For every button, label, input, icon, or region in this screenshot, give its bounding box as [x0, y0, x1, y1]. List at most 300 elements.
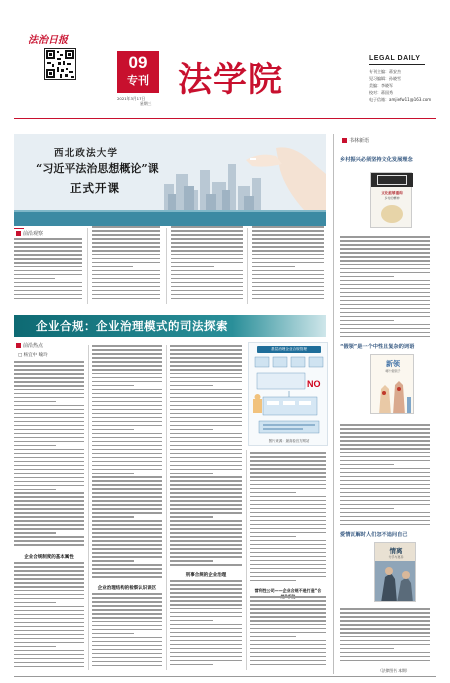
text-line [170, 357, 242, 359]
text-line [14, 622, 84, 624]
text-line [252, 254, 324, 256]
text-line [92, 413, 162, 415]
text-line [92, 230, 160, 232]
text-line [14, 566, 84, 568]
text-line [92, 637, 162, 639]
text-line [92, 476, 162, 478]
masthead [0, 0, 450, 122]
text-line [250, 640, 326, 642]
text-line [14, 658, 84, 660]
text-line [92, 504, 162, 506]
text-line [92, 532, 162, 534]
diagram-title: 基层治理企业合规管理 [257, 346, 321, 353]
text-line [250, 496, 326, 498]
text-line [92, 417, 162, 419]
text-line [92, 617, 162, 619]
text-line [14, 429, 84, 431]
text-line [92, 385, 134, 387]
text-line [170, 524, 242, 526]
text-line [340, 260, 430, 262]
text-line [14, 286, 82, 288]
text-line [92, 445, 162, 447]
text-line [170, 580, 242, 582]
text-line [170, 640, 242, 642]
text-line [14, 646, 56, 648]
text-line [250, 492, 296, 494]
text-line [250, 548, 326, 550]
text-line [170, 660, 242, 662]
column-tag-hot: 前沿热点 [16, 342, 43, 349]
text-line [92, 564, 162, 566]
text-line [14, 618, 84, 620]
text-line [92, 625, 162, 627]
text-line [340, 256, 430, 258]
text-line [14, 254, 82, 256]
text-line [14, 397, 84, 399]
text-line [250, 632, 326, 634]
text-line [92, 609, 162, 611]
text-line [14, 614, 84, 616]
text-line [92, 653, 162, 655]
text-line [92, 516, 134, 518]
text-line [170, 345, 242, 347]
text-line [14, 540, 84, 542]
text-line [92, 520, 162, 522]
text-line [14, 496, 84, 498]
text-line [170, 473, 213, 475]
text-line [14, 262, 82, 264]
article-column [14, 562, 84, 670]
text-line [170, 457, 242, 459]
text-line [171, 246, 243, 248]
issue-date: 2021年3月17日 [117, 96, 146, 101]
text-line [170, 504, 242, 506]
text-line [92, 465, 162, 467]
text-line [92, 629, 162, 631]
text-line [170, 484, 242, 486]
text-line [250, 660, 326, 662]
text-line [92, 496, 162, 498]
text-line [92, 349, 162, 351]
text-line [14, 457, 84, 459]
text-line [14, 373, 84, 375]
text-line [340, 332, 430, 334]
text-line [170, 612, 242, 614]
text-line [170, 441, 242, 443]
text-line [170, 500, 242, 502]
text-line [92, 488, 162, 490]
legal-daily-label: LEGAL DAILY [369, 55, 421, 62]
text-line [170, 349, 242, 351]
headline-bar [14, 315, 326, 337]
byline: □ 杨宜中 喻玲 [18, 353, 48, 358]
article-column [92, 226, 160, 302]
compliance-diagram [248, 342, 328, 446]
text-line [171, 270, 243, 272]
text-line [340, 452, 430, 454]
text-line [14, 389, 84, 391]
text-line [340, 336, 430, 338]
text-line [340, 660, 430, 662]
text-line [92, 361, 162, 363]
text-line [250, 540, 326, 542]
text-line [92, 645, 162, 647]
text-line [92, 536, 162, 538]
text-line [171, 254, 243, 256]
text-line [250, 564, 326, 566]
text-line [14, 590, 84, 592]
text-line [14, 274, 82, 276]
text-line [340, 624, 430, 626]
text-line [92, 397, 162, 399]
issue-number: 09 [128, 53, 148, 72]
text-line [14, 532, 56, 534]
subhead: 企业合规制度的基本属性 [24, 555, 74, 560]
text-line [170, 636, 242, 638]
text-line [250, 664, 326, 666]
tag-mark-icon [342, 138, 347, 143]
text-line [14, 369, 84, 371]
text-line [170, 520, 242, 522]
book-review-headline: 爱情瓦解时人们怎不追问自己 [340, 532, 408, 538]
text-line [170, 560, 213, 562]
text-line [252, 258, 324, 260]
text-line [170, 401, 242, 403]
text-line [250, 528, 326, 530]
text-line [250, 616, 326, 618]
text-line [252, 250, 324, 252]
column-tag-frontier: 前沿观察 [16, 230, 43, 237]
text-line [92, 401, 162, 403]
text-line [252, 234, 324, 236]
text-line [250, 568, 326, 570]
text-line [92, 593, 162, 595]
text-line [340, 264, 430, 266]
text-line [171, 242, 243, 244]
text-line [340, 292, 430, 294]
text-line [170, 652, 242, 654]
text-line [92, 294, 160, 296]
text-line [92, 500, 162, 502]
text-line [252, 266, 295, 268]
text-line [170, 377, 242, 379]
text-line [170, 508, 242, 510]
text-line [340, 244, 430, 246]
text-line [14, 485, 84, 487]
diagram-caption: 图片来源：最高检官方网站 [268, 439, 310, 443]
text-line [171, 282, 243, 284]
tag-mark-icon [16, 231, 21, 236]
text-line [170, 409, 242, 411]
text-line [170, 648, 242, 650]
text-line [340, 284, 430, 286]
text-line [340, 476, 430, 478]
text-line [14, 524, 84, 526]
text-line [14, 278, 55, 280]
text-line [250, 556, 326, 558]
text-line [170, 381, 242, 383]
issue-weekday: 星期三 [140, 101, 152, 106]
section-title: 法学院 [178, 60, 283, 100]
banner-subtitle: 正式开课 [70, 181, 120, 195]
text-line [14, 401, 56, 403]
text-line [170, 476, 242, 478]
text-line [14, 377, 84, 379]
text-line [340, 640, 430, 642]
text-line [340, 448, 430, 450]
text-line [170, 393, 242, 395]
text-line [252, 282, 324, 284]
text-line [250, 544, 326, 546]
text-line [171, 238, 243, 240]
text-line [340, 620, 430, 622]
text-line [340, 444, 430, 446]
text-line [250, 516, 326, 518]
text-line [170, 544, 242, 546]
book-review-headline: “假领”是一个中性且复杂的词语 [340, 344, 415, 350]
text-line [92, 290, 160, 292]
text-line [92, 282, 160, 284]
text-line [252, 278, 324, 280]
text-line [170, 469, 242, 471]
text-line [170, 664, 213, 666]
text-line [92, 657, 162, 659]
text-line [171, 250, 243, 252]
text-line [14, 461, 84, 463]
text-line [250, 636, 296, 638]
text-line [170, 365, 242, 367]
text-line [92, 560, 134, 562]
section2-headline: 企业合规：企业治理模式的司法探索 [36, 319, 228, 333]
text-line [252, 246, 324, 248]
text-line [250, 552, 326, 554]
text-line [170, 608, 242, 610]
text-line [14, 417, 84, 419]
text-line [14, 500, 84, 502]
text-line [252, 274, 324, 276]
text-line [340, 508, 394, 510]
text-line [340, 296, 430, 298]
subhead: 营利性公司——企业合规不是打造“合 [254, 588, 322, 593]
course-banner [14, 134, 326, 226]
svg-text:NO: NO [307, 379, 321, 389]
issue-badge [117, 51, 159, 93]
text-line [170, 389, 242, 391]
text-line [171, 258, 243, 260]
text-line [14, 250, 82, 252]
text-line [14, 409, 84, 411]
text-line [92, 381, 162, 383]
text-line [252, 242, 324, 244]
text-line [340, 428, 430, 430]
text-line [92, 524, 162, 526]
text-line [14, 570, 84, 572]
text-line [92, 641, 162, 643]
text-line [14, 586, 84, 588]
text-line [14, 489, 56, 491]
article-column [14, 238, 82, 302]
text-line [170, 353, 242, 355]
text-line [170, 556, 242, 558]
text-line [250, 460, 326, 462]
text-line [340, 324, 430, 326]
text-line [14, 453, 84, 455]
text-line [92, 369, 162, 371]
newspaper-logo: 法治日报 [28, 35, 68, 46]
text-line [92, 572, 162, 574]
text-line [340, 648, 394, 650]
text-line [170, 433, 242, 435]
text-line [14, 469, 84, 471]
text-line [14, 654, 84, 656]
text-line [170, 628, 242, 630]
book-cover-subtitle: 分手与离异 [388, 555, 404, 559]
text-line [92, 453, 162, 455]
text-line [170, 413, 242, 415]
text-line [92, 437, 162, 439]
text-line [340, 656, 430, 658]
text-line [14, 598, 84, 600]
text-line [92, 373, 162, 375]
book-cover-subtitle: 哪个假领子 [385, 369, 401, 373]
article-column [250, 596, 326, 668]
text-line [170, 445, 242, 447]
text-line [170, 536, 242, 538]
book-cover [370, 354, 414, 414]
text-line [92, 613, 162, 615]
text-line [92, 484, 162, 486]
text-line [170, 465, 242, 467]
text-line [250, 536, 296, 538]
text-line [14, 650, 84, 652]
text-line [92, 234, 160, 236]
text-line [250, 480, 326, 482]
editor-line: 见习编辑：孙晓雪 [369, 76, 401, 81]
text-line [14, 602, 56, 604]
text-line [92, 409, 162, 411]
text-line [14, 290, 82, 292]
text-line [14, 441, 84, 443]
text-line [92, 357, 162, 359]
text-line [252, 226, 324, 228]
text-line [92, 568, 162, 570]
text-line [92, 226, 160, 228]
editor-list [369, 68, 431, 103]
text-line [250, 576, 326, 578]
text-line [171, 274, 243, 276]
text-line [92, 633, 134, 635]
text-line [170, 532, 242, 534]
text-line [92, 286, 160, 288]
article-column [252, 226, 324, 302]
text-line [170, 417, 242, 419]
text-line [14, 562, 84, 564]
text-line [340, 524, 430, 526]
text-line [340, 480, 430, 482]
text-line [171, 230, 243, 232]
book-cover-title: 新领 [386, 360, 400, 368]
text-line [92, 512, 162, 514]
text-line [14, 594, 84, 596]
text-line [14, 421, 84, 423]
text-line [340, 240, 430, 242]
text-line [14, 238, 82, 240]
text-line [14, 445, 56, 447]
text-line [14, 578, 84, 580]
text-line [14, 298, 82, 300]
text-line [340, 460, 430, 462]
text-line [340, 636, 430, 638]
text-line [14, 504, 84, 506]
tag-mark-icon [16, 343, 21, 348]
text-line [14, 294, 82, 296]
text-line [92, 528, 162, 530]
text-line [340, 304, 430, 306]
text-line [14, 365, 84, 367]
text-line [340, 496, 430, 498]
text-line [340, 512, 430, 514]
text-line [170, 540, 242, 542]
text-line [92, 345, 162, 347]
text-line [250, 624, 326, 626]
text-line [250, 608, 326, 610]
text-line [340, 320, 394, 322]
text-line [340, 500, 430, 502]
text-line [250, 596, 326, 598]
text-line [252, 290, 324, 292]
subhead: 刑事合规的企业治理 [185, 573, 227, 578]
text-line [14, 437, 84, 439]
banner-university: 西北政法大学 [54, 148, 119, 159]
text-line [250, 604, 326, 606]
text-line [170, 564, 242, 566]
text-line [14, 626, 84, 628]
text-line [92, 449, 162, 451]
book-cover-title: 文化能够重构 [381, 191, 403, 195]
text-line [170, 480, 242, 482]
text-line [340, 236, 430, 238]
review-text [340, 236, 430, 340]
text-line [92, 377, 162, 379]
text-line [250, 520, 326, 522]
text-line [250, 532, 326, 534]
text-line [250, 500, 326, 502]
text-line [14, 606, 84, 608]
text-line [92, 544, 162, 546]
article-column [92, 593, 162, 669]
text-line [170, 584, 242, 586]
text-line [170, 492, 242, 494]
text-line [92, 246, 160, 248]
book-cover-subtitle: 乡村的精神 [384, 196, 400, 200]
text-line [92, 258, 160, 260]
text-line [250, 560, 326, 562]
text-line [92, 254, 160, 256]
banner-course-title: “习近平法治思想概论”课 [36, 162, 159, 175]
text-line [252, 238, 324, 240]
text-line [14, 481, 84, 483]
text-line [92, 597, 162, 599]
text-line [250, 512, 326, 514]
text-line [171, 234, 243, 236]
text-line [170, 512, 242, 514]
text-line [92, 540, 162, 542]
text-line [171, 278, 243, 280]
text-line [92, 469, 162, 471]
text-line [250, 468, 326, 470]
text-line [170, 616, 242, 618]
article-column [14, 361, 84, 548]
